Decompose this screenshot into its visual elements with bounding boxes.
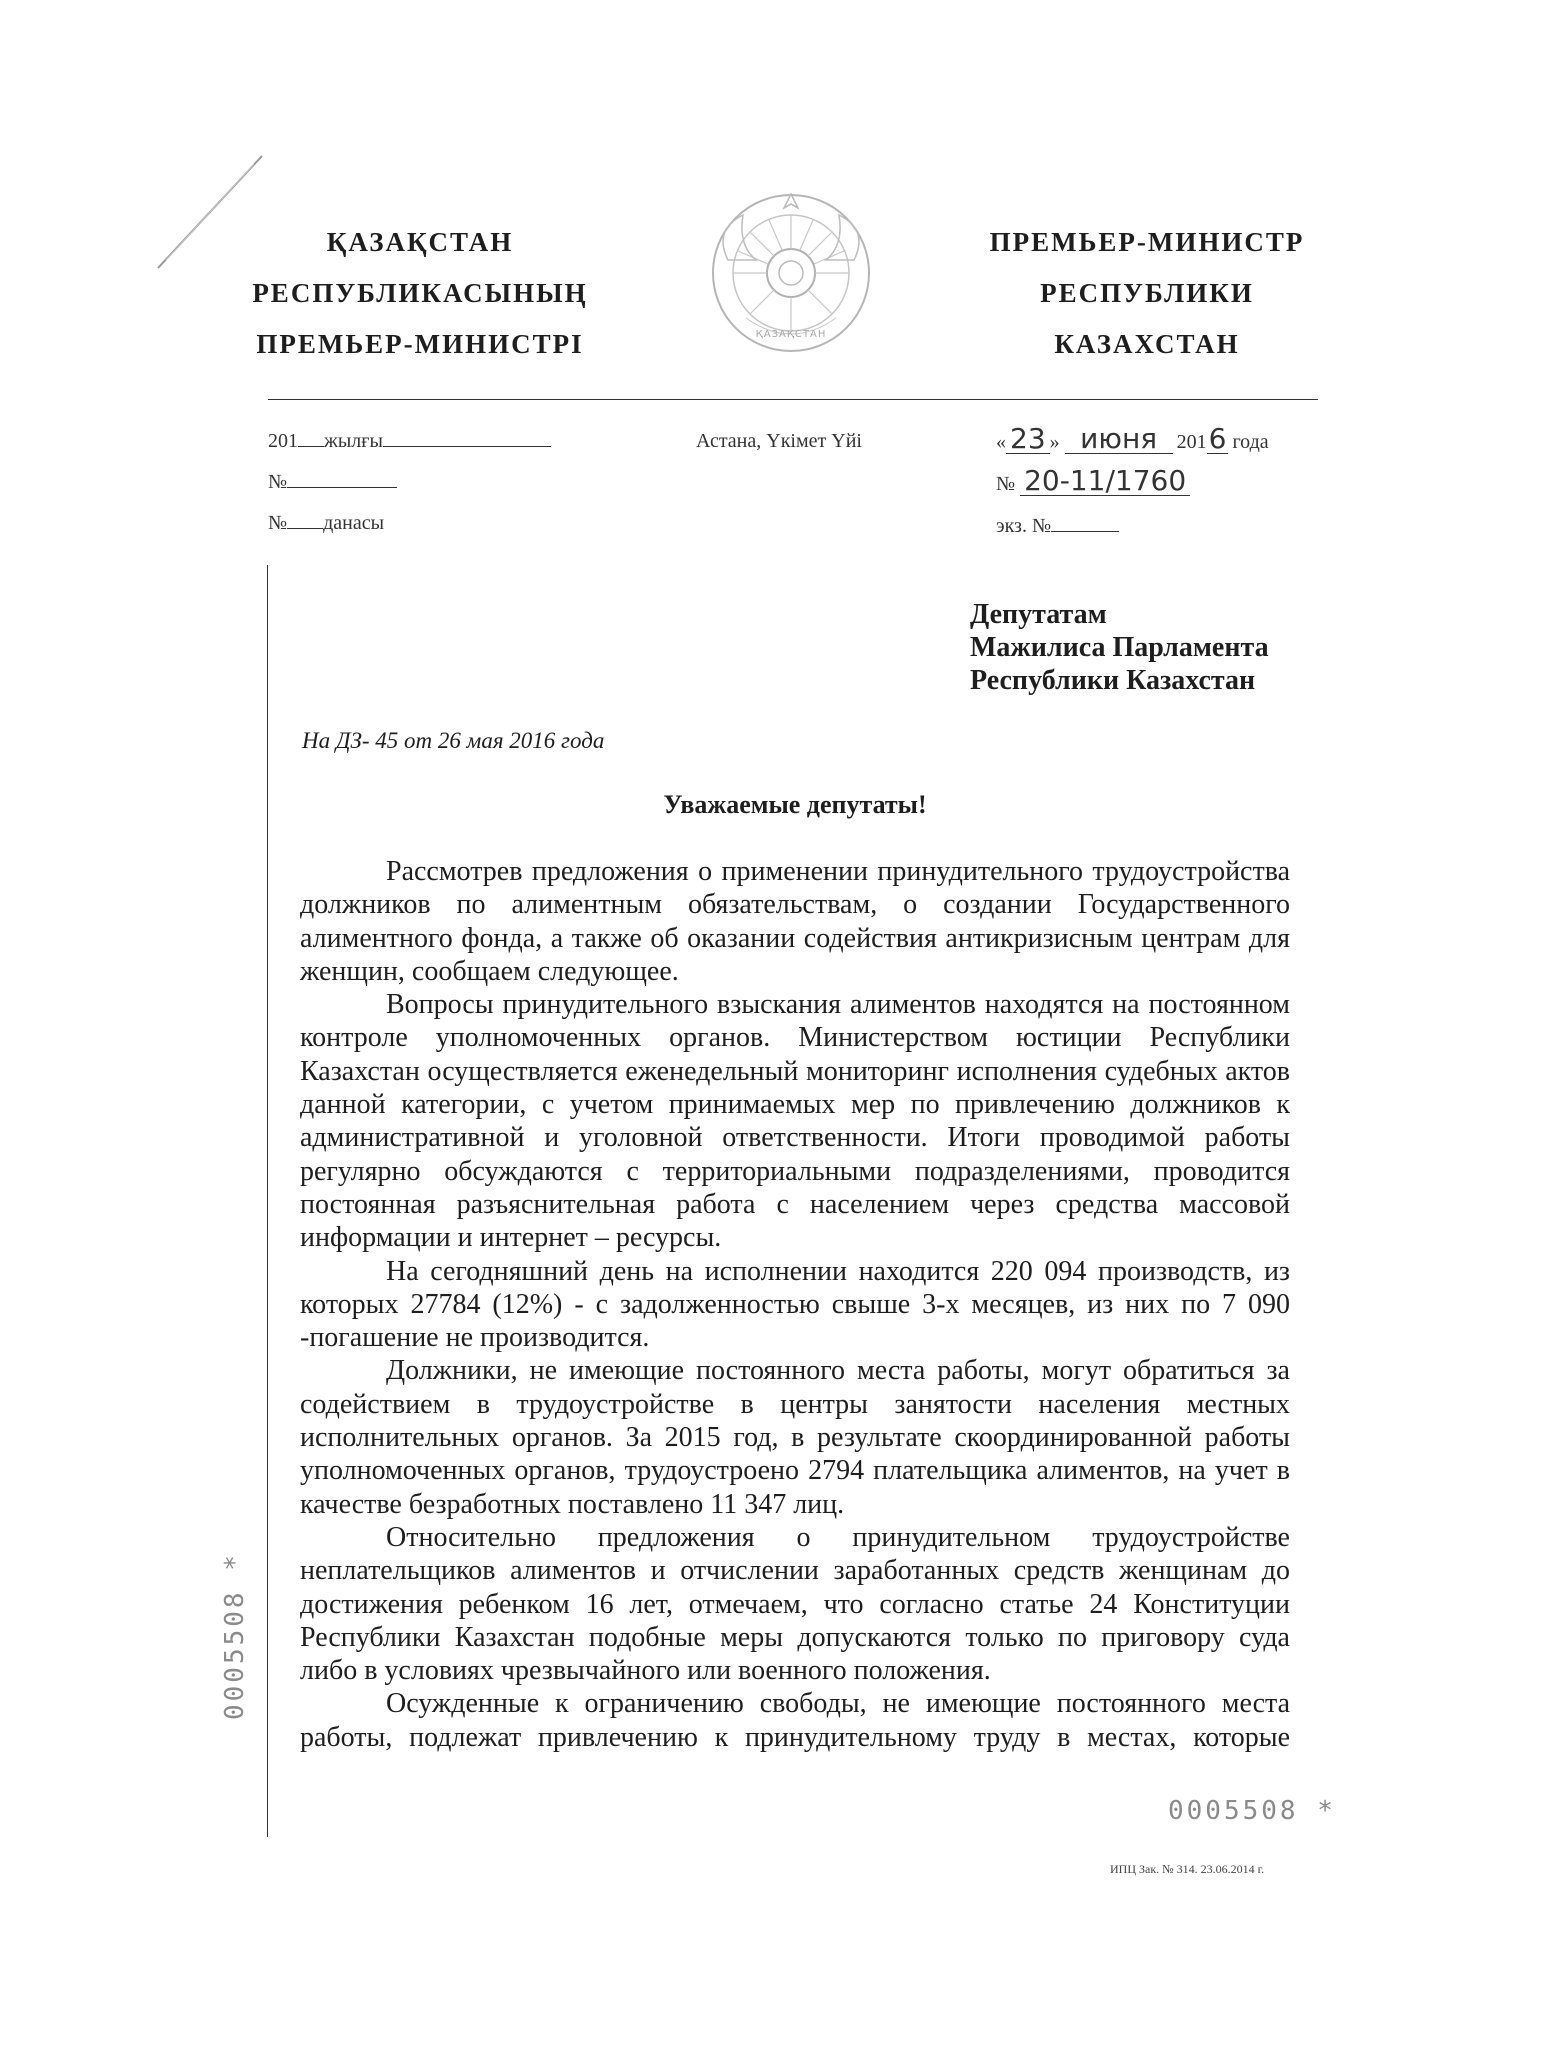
addressee-line-2: Мажилиса Парламента	[970, 632, 1269, 663]
left-number-label: №	[268, 471, 288, 493]
paragraph-3: На сегодняшний день на исполнении находится 220 094 производств, из которых 27784 (12%) - с задолженностью свыше 3-х месяцев, из них по 7 090 -погашение не производится.	[300, 1255, 1290, 1354]
left-date-prefix: 201	[268, 430, 298, 452]
header-left-line-2: РЕСПУБЛИКАСЫНЫҢ	[252, 278, 588, 308]
date-year-suffix: года	[1232, 431, 1269, 453]
header-left-line-1: ҚАЗАҚСТАН	[326, 227, 514, 257]
date-month: июня	[1065, 425, 1173, 454]
right-date-line	[996, 422, 1269, 455]
left-copy-label: №	[268, 512, 288, 534]
letter-body	[300, 855, 1290, 1754]
salutation: Уважаемые депутаты!	[663, 790, 927, 819]
left-date-blank	[383, 428, 551, 447]
date-quote-close: »	[1049, 431, 1060, 453]
addressee-line-3: Республики Казахстан	[970, 665, 1256, 696]
paragraph-2: Вопросы принудительного взыскания алиментов находятся на постоянном контроле уполномоченных органов. Министерством юстиции Республики Казахстан осуществляется еженедельный мониторинг исполнения судебных актов данной категории, с учетом принимаемых мер по привлечению должников к административной и уголовной ответственности. Итоги проводимой работы регулярно обсуждаются с территориальными подразделениями, проводится постоянная разъяснительная работа с населением через средства массовой информации и интернет – ресурсы.	[300, 989, 1290, 1254]
paragraph-5: Относительно предложения о принудительном трудоустройстве неплательщиков алиментов и отчислении заработанных средств женщинам до достижения ребенком 16 лет, отмечаем, что согласно статье 24 Конституции Республики Казахстан подобные меры допускаются только по приговору суда либо в условиях чрезвычайного или военного положения.	[300, 1521, 1290, 1687]
left-number-line	[268, 469, 397, 494]
addressee-line-1: Депутатам	[970, 599, 1107, 630]
print-shop-note: ИПЦ Зак. № 314. 23.06.2014 г.	[1110, 1862, 1265, 1876]
addressee-block	[970, 598, 1269, 697]
bottom-serial-number: 0005508 *	[1168, 1796, 1336, 1826]
header-left-kazakh	[245, 217, 595, 370]
emblem-ribbon-text: ҚАЗАҚСТАН	[755, 329, 827, 340]
left-copy-blank	[287, 510, 323, 529]
header-left-line-3: ПРЕМЬЕР-МИНИСТРІ	[256, 329, 584, 359]
place-line: Астана, Үкімет Үйі	[696, 430, 862, 452]
header-divider	[268, 399, 1318, 400]
right-copy-line	[996, 513, 1119, 538]
date-year-digit: 6	[1208, 422, 1227, 455]
header-right-line-3: КАЗАХСТАН	[1054, 329, 1240, 359]
right-number-line	[996, 464, 1190, 497]
left-margin-line	[267, 565, 268, 1837]
left-date-line	[268, 428, 551, 453]
left-date-year-blank	[298, 428, 324, 447]
reference-line: На ДЗ- 45 от 26 мая 2016 года	[302, 728, 605, 753]
left-copy-line	[268, 510, 384, 535]
left-copy-suffix: данасы	[323, 512, 385, 534]
side-serial-number: 0005508 *	[220, 1552, 250, 1720]
header-right-russian	[962, 217, 1332, 370]
left-number-blank	[287, 469, 397, 488]
number-label: №	[996, 473, 1016, 495]
number-value: 20-11/1760	[1020, 467, 1190, 496]
date-quote-open: «	[996, 431, 1006, 453]
paragraph-6: Осужденные к ограничению свободы, не имеющие постоянного места работы, подлежат привлечению к принудительному труду в местах, которые	[300, 1688, 1290, 1753]
copy-blank	[1051, 513, 1119, 532]
paragraph-4: Должники, не имеющие постоянного места работы, могут обратиться за содействием в трудоустройстве в центры занятости населения местных исполнительных органов. За 2015 год, в результате скоординированной работы уполномоченных органов, трудоустроено 2794 плательщика алиментов, на учет в качестве безработных поставлено 11 347 лиц.	[300, 1355, 1290, 1520]
state-emblem-icon	[708, 190, 874, 356]
date-day: 23	[1006, 425, 1050, 454]
copy-label: экз. №	[996, 515, 1052, 537]
paragraph-1: Рассмотрев предложения о применении принудительного трудоустройства должников по алиментным обязательствам, о создании Государственного алиментного фонда, а также об оказании содействия антикризисным центрам для женщин, сообщаем следующее.	[300, 856, 1290, 987]
header-right-line-1: ПРЕМЬЕР-МИНИСТР	[989, 227, 1305, 257]
date-year-prefix: 201	[1176, 431, 1207, 453]
header-right-line-2: РЕСПУБЛИКИ	[1040, 278, 1254, 308]
left-date-label: жылғы	[324, 430, 383, 452]
